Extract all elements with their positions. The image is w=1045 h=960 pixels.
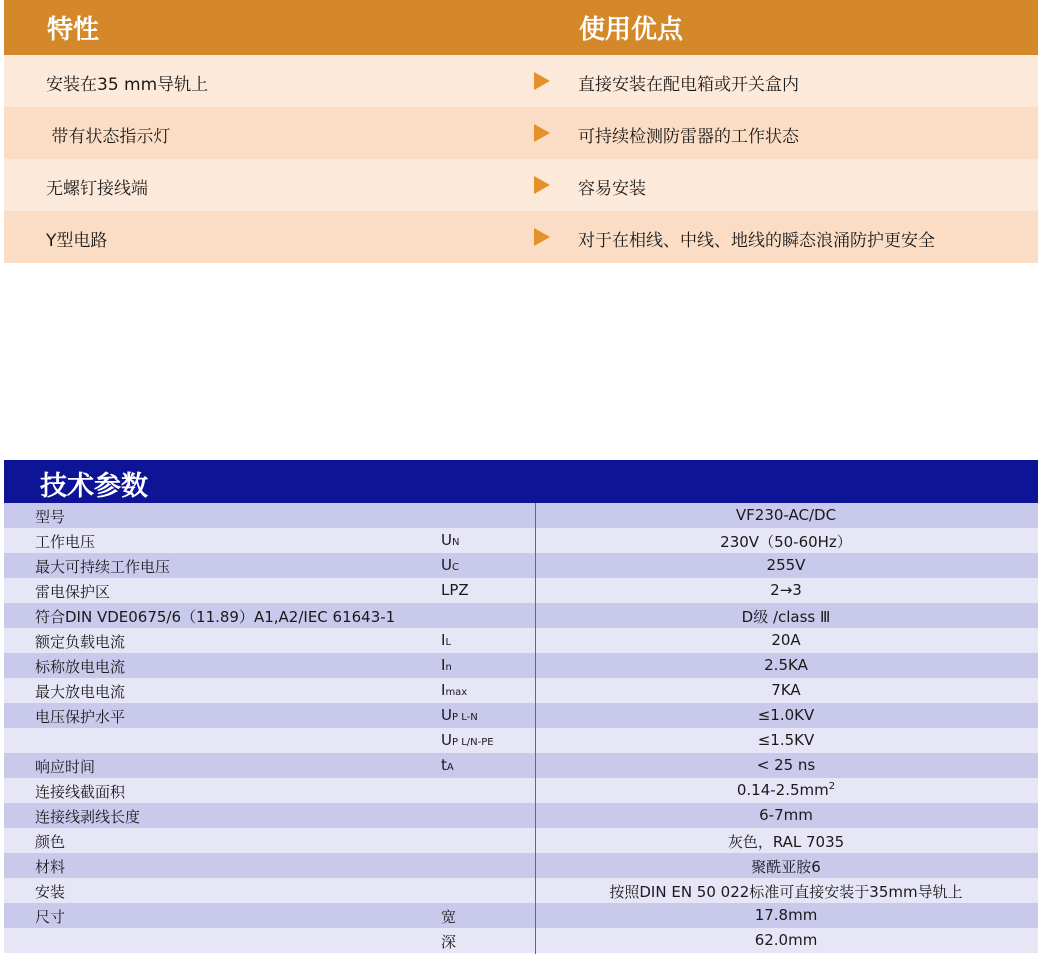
spec-symbol [441, 906, 456, 927]
spec-value-text: 7KA [771, 681, 801, 699]
spec-value [534, 506, 1038, 524]
spec-name: 型号 [35, 508, 66, 526]
spec-symbol [441, 556, 459, 574]
spec-row [4, 503, 1038, 528]
spec-symbol-main: I [441, 631, 446, 649]
spec-symbol-subscript: A [446, 762, 454, 773]
spec-value-text: ≤1.5KV [757, 731, 815, 749]
triangle-right-icon [534, 228, 550, 246]
spec-row [4, 903, 1038, 928]
spec-value-superscript: 2 [828, 781, 836, 792]
spec-value-text: 17.8mm [754, 906, 818, 924]
spec-symbol-main: 宽 [441, 908, 457, 926]
spec-value-text: 255V [766, 556, 806, 574]
spec-name: 工作电压 [35, 533, 96, 551]
spec-row [4, 653, 1038, 678]
spec-value [534, 531, 1038, 552]
spec-name: 标称放电电流 [35, 658, 126, 676]
triangle-right-icon [534, 176, 550, 194]
spec-name: 最大可持续工作电压 [35, 558, 171, 576]
spec-value-text: 聚酰亚胺6 [751, 858, 821, 876]
spec-symbol-subscript: P L/N-PE [451, 737, 494, 748]
spec-row [4, 878, 1038, 903]
spec-symbol-subscript: C [451, 562, 459, 573]
triangle-right-icon [534, 72, 550, 90]
spec-value-text: VF230-AC/DC [735, 506, 837, 524]
spec-value-text: < 25 ns [756, 756, 816, 774]
spec-row [4, 578, 1038, 603]
spec-symbol [441, 706, 478, 724]
spec-row [4, 853, 1038, 878]
spec-row [4, 528, 1038, 553]
benefit-text: 容易安装 [578, 179, 646, 199]
spec-symbol-main: LPZ [441, 581, 469, 599]
spec-row [4, 803, 1038, 828]
spec-name: 最大放电电流 [35, 683, 126, 701]
spec-row [4, 728, 1038, 753]
spec-value [534, 831, 1038, 852]
spec-row [4, 553, 1038, 578]
spec-symbol-subscript: max [445, 687, 468, 698]
spec-name: 安装 [35, 883, 66, 901]
spec-value [534, 656, 1038, 674]
spec-symbol-main: I [441, 656, 446, 674]
spec-row [4, 928, 1038, 953]
features-table [4, 0, 1038, 263]
spec-row [4, 678, 1038, 703]
spec-name: 额定负载电流 [35, 633, 126, 651]
tech-specs-header [4, 460, 1038, 503]
spec-symbol [441, 931, 456, 952]
spec-value [534, 731, 1038, 749]
spec-row [4, 778, 1038, 803]
column-divider [535, 503, 536, 954]
spec-value [534, 756, 1038, 774]
spec-value-text: 灰色，RAL 7035 [727, 833, 845, 851]
spec-name: 电压保护水平 [35, 708, 126, 726]
spec-symbol-subscript: L [445, 637, 452, 648]
spec-name: 雷电保护区 [35, 583, 111, 601]
spec-symbol-main: U [441, 731, 452, 749]
spec-symbol [441, 681, 467, 699]
spec-value [534, 856, 1038, 877]
spec-value-text: 按照DIN EN 50 022标准可直接安装于35mm导轨上 [609, 883, 963, 901]
spec-name: 连接线截面积 [35, 783, 126, 801]
spec-name: 连接线剥线长度 [35, 808, 141, 826]
spec-value-text: 0.14-2.5mm [736, 781, 829, 799]
feature-row [4, 159, 1038, 211]
feature-text: 安装在35 mm导轨上 [46, 75, 209, 95]
spec-value [534, 906, 1038, 924]
spec-symbol-main: t [441, 756, 447, 774]
benefit-text: 对于在相线、中线、地线的瞬态浪涌防护更安全 [578, 231, 935, 251]
tech-specs-body [4, 503, 1038, 953]
feature-text: Y型电路 [46, 231, 108, 251]
spec-symbol [441, 531, 459, 549]
spec-value-text: D级 /class Ⅲ [741, 608, 831, 626]
spec-symbol-subscript: N [451, 537, 460, 548]
spec-symbol [441, 581, 469, 599]
spec-value [534, 706, 1038, 724]
spec-name: 符合DIN VDE0675/6（11.89）A1,A2/IEC 61643-1 [35, 608, 396, 626]
spec-value-text: ≤1.0KV [757, 706, 815, 724]
spec-value [534, 931, 1038, 949]
feature-row [4, 211, 1038, 263]
feature-row [4, 107, 1038, 159]
benefits-header-label: 使用优点 [579, 15, 684, 45]
feature-text: 无螺钉接线端 [46, 179, 148, 199]
feature-row [4, 55, 1038, 107]
spec-row [4, 703, 1038, 728]
spec-symbol-main: I [441, 681, 446, 699]
spec-symbol [441, 756, 454, 774]
spec-value [534, 781, 1038, 799]
spec-value-text: 2.5KA [764, 656, 808, 674]
spec-symbol [441, 656, 452, 674]
tech-specs-title: 技术参数 [40, 471, 148, 502]
spec-name: 材料 [35, 858, 66, 876]
spec-symbol-main: U [441, 531, 452, 549]
spec-value [534, 581, 1038, 599]
spec-value [534, 806, 1038, 824]
spec-value [534, 556, 1038, 574]
spec-symbol [441, 731, 494, 749]
features-header [4, 0, 1038, 55]
triangle-right-icon [534, 124, 550, 142]
features-header-label: 特性 [47, 15, 100, 45]
spec-value [534, 681, 1038, 699]
spec-name: 响应时间 [35, 758, 96, 776]
spec-symbol [441, 631, 451, 649]
spec-row [4, 828, 1038, 853]
feature-text: 带有状态指示灯 [46, 127, 171, 147]
spec-row [4, 628, 1038, 653]
spec-value-text: 6-7mm [759, 806, 813, 824]
tech-specs-table [4, 460, 1038, 953]
benefit-text: 直接安装在配电箱或开关盒内 [578, 75, 799, 95]
spec-value [534, 606, 1038, 627]
spec-symbol-main: U [441, 706, 452, 724]
spec-row [4, 603, 1038, 628]
spec-value-text: 230V（50-60Hz） [720, 533, 852, 551]
spec-value-text: 62.0mm [754, 931, 818, 949]
spec-symbol-main: U [441, 556, 452, 574]
spec-value [534, 881, 1038, 902]
benefit-text: 可持续检测防雷器的工作状态 [578, 127, 799, 147]
spec-value [534, 631, 1038, 649]
spec-name: 颜色 [35, 833, 66, 851]
spec-symbol-main: 深 [441, 933, 457, 951]
spec-value-text: 20A [771, 631, 801, 649]
spec-name: 尺寸 [35, 908, 66, 926]
spec-value-text: 2→3 [770, 581, 802, 599]
spec-symbol-subscript: n [445, 662, 452, 673]
spec-symbol-subscript: P L-N [451, 712, 478, 723]
spec-row [4, 753, 1038, 778]
